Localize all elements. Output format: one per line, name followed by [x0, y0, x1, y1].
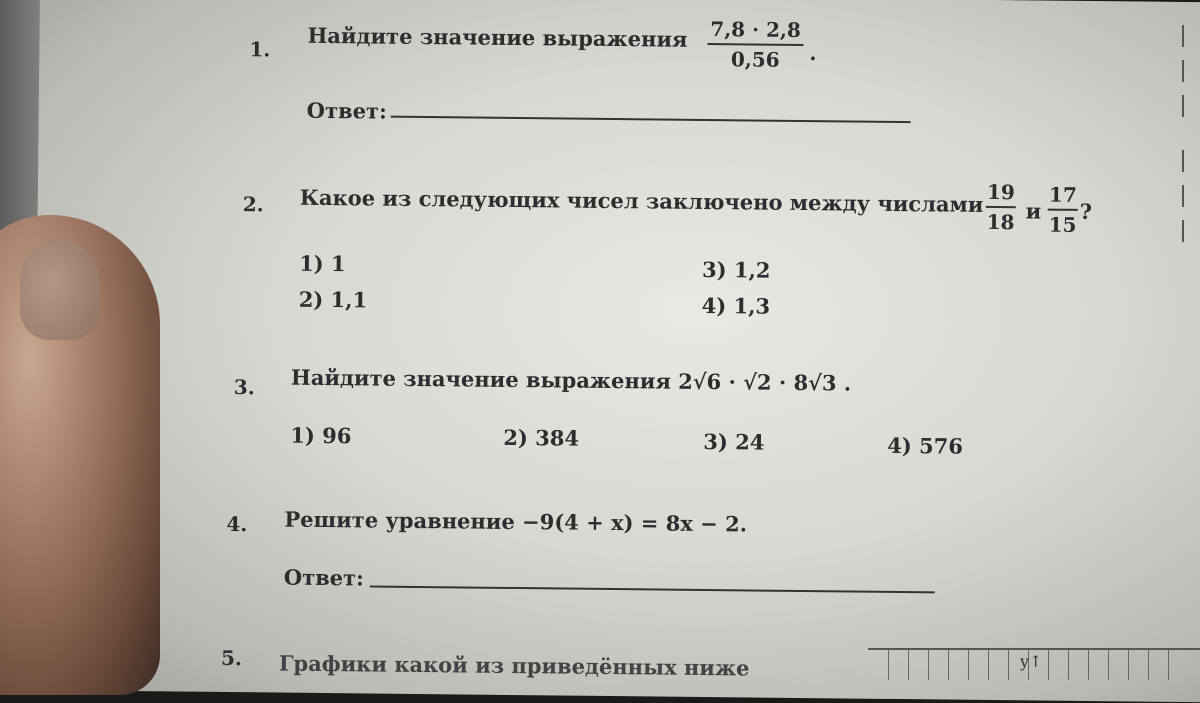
- fraction-2-denominator: 15: [1048, 212, 1077, 237]
- problem-2-fraction-1: [985, 180, 1016, 234]
- problem-4-answer-line[interactable]: [370, 585, 935, 593]
- problem-1-denominator: 0,56: [730, 47, 780, 72]
- problem-4-text: Решите уравнение −9(4 + x) = 8x − 2.: [284, 506, 748, 537]
- problem-3-number: 3.: [233, 375, 255, 400]
- problem-3-option-1[interactable]: 1) 96: [290, 422, 352, 449]
- problem-2-fraction-2: [1047, 183, 1078, 237]
- fraction-1-denominator: 18: [986, 209, 1015, 235]
- problem-1-answer-line[interactable]: [391, 116, 911, 123]
- fraction-bar: [707, 43, 803, 46]
- problem-2-option-4[interactable]: 4) 1,3: [701, 292, 771, 319]
- problem-2-question-mark: ?: [1079, 198, 1093, 225]
- problem-1-answer-label: Ответ:: [306, 97, 387, 124]
- problem-1-numerator: 7,8 · 2,8: [710, 17, 801, 42]
- problem-2-text: Какое из следующих чисел заключено между числами: [299, 184, 984, 217]
- right-margin-marks: [1164, 0, 1194, 675]
- problem-1-fraction: [707, 17, 804, 72]
- problem-4-answer-label: Ответ:: [283, 564, 365, 591]
- problem-1-text: Найдите значение выражения: [307, 22, 688, 52]
- fraction-2-numerator: 17: [1048, 182, 1077, 207]
- problem-3-option-3[interactable]: 3) 24: [703, 428, 765, 455]
- fraction-1-numerator: 19: [986, 179, 1015, 205]
- problem-5-number: 5.: [220, 645, 243, 671]
- problem-1-period: .: [809, 40, 817, 66]
- problem-1-number: 1.: [249, 37, 271, 62]
- problem-2-option-2[interactable]: 2) 1,1: [298, 286, 368, 313]
- problem-4-number: 4.: [226, 511, 248, 537]
- problem-2-number: 2.: [242, 192, 264, 217]
- problem-2-option-3[interactable]: 3) 1,2: [701, 256, 771, 283]
- problem-2-option-1[interactable]: 1) 1: [299, 250, 346, 277]
- grid-axis-label: y↑: [1020, 652, 1043, 671]
- problem-3-option-4[interactable]: 4) 576: [887, 432, 964, 459]
- problem-2-conjunction: и: [1025, 198, 1042, 224]
- problem-3-option-2[interactable]: 2) 384: [503, 424, 580, 451]
- graph-grid: [868, 648, 1200, 680]
- workbook-page: [33, 0, 1200, 703]
- problem-3-text: Найдите значение выражения 2√6 · √2 · 8√3 .: [290, 364, 852, 396]
- fraction-bar: [986, 206, 1016, 208]
- problem-5-text: Графики какой из приведённых ниже: [278, 650, 750, 681]
- fraction-bar: [1048, 209, 1078, 211]
- thumb-nail: [20, 240, 100, 340]
